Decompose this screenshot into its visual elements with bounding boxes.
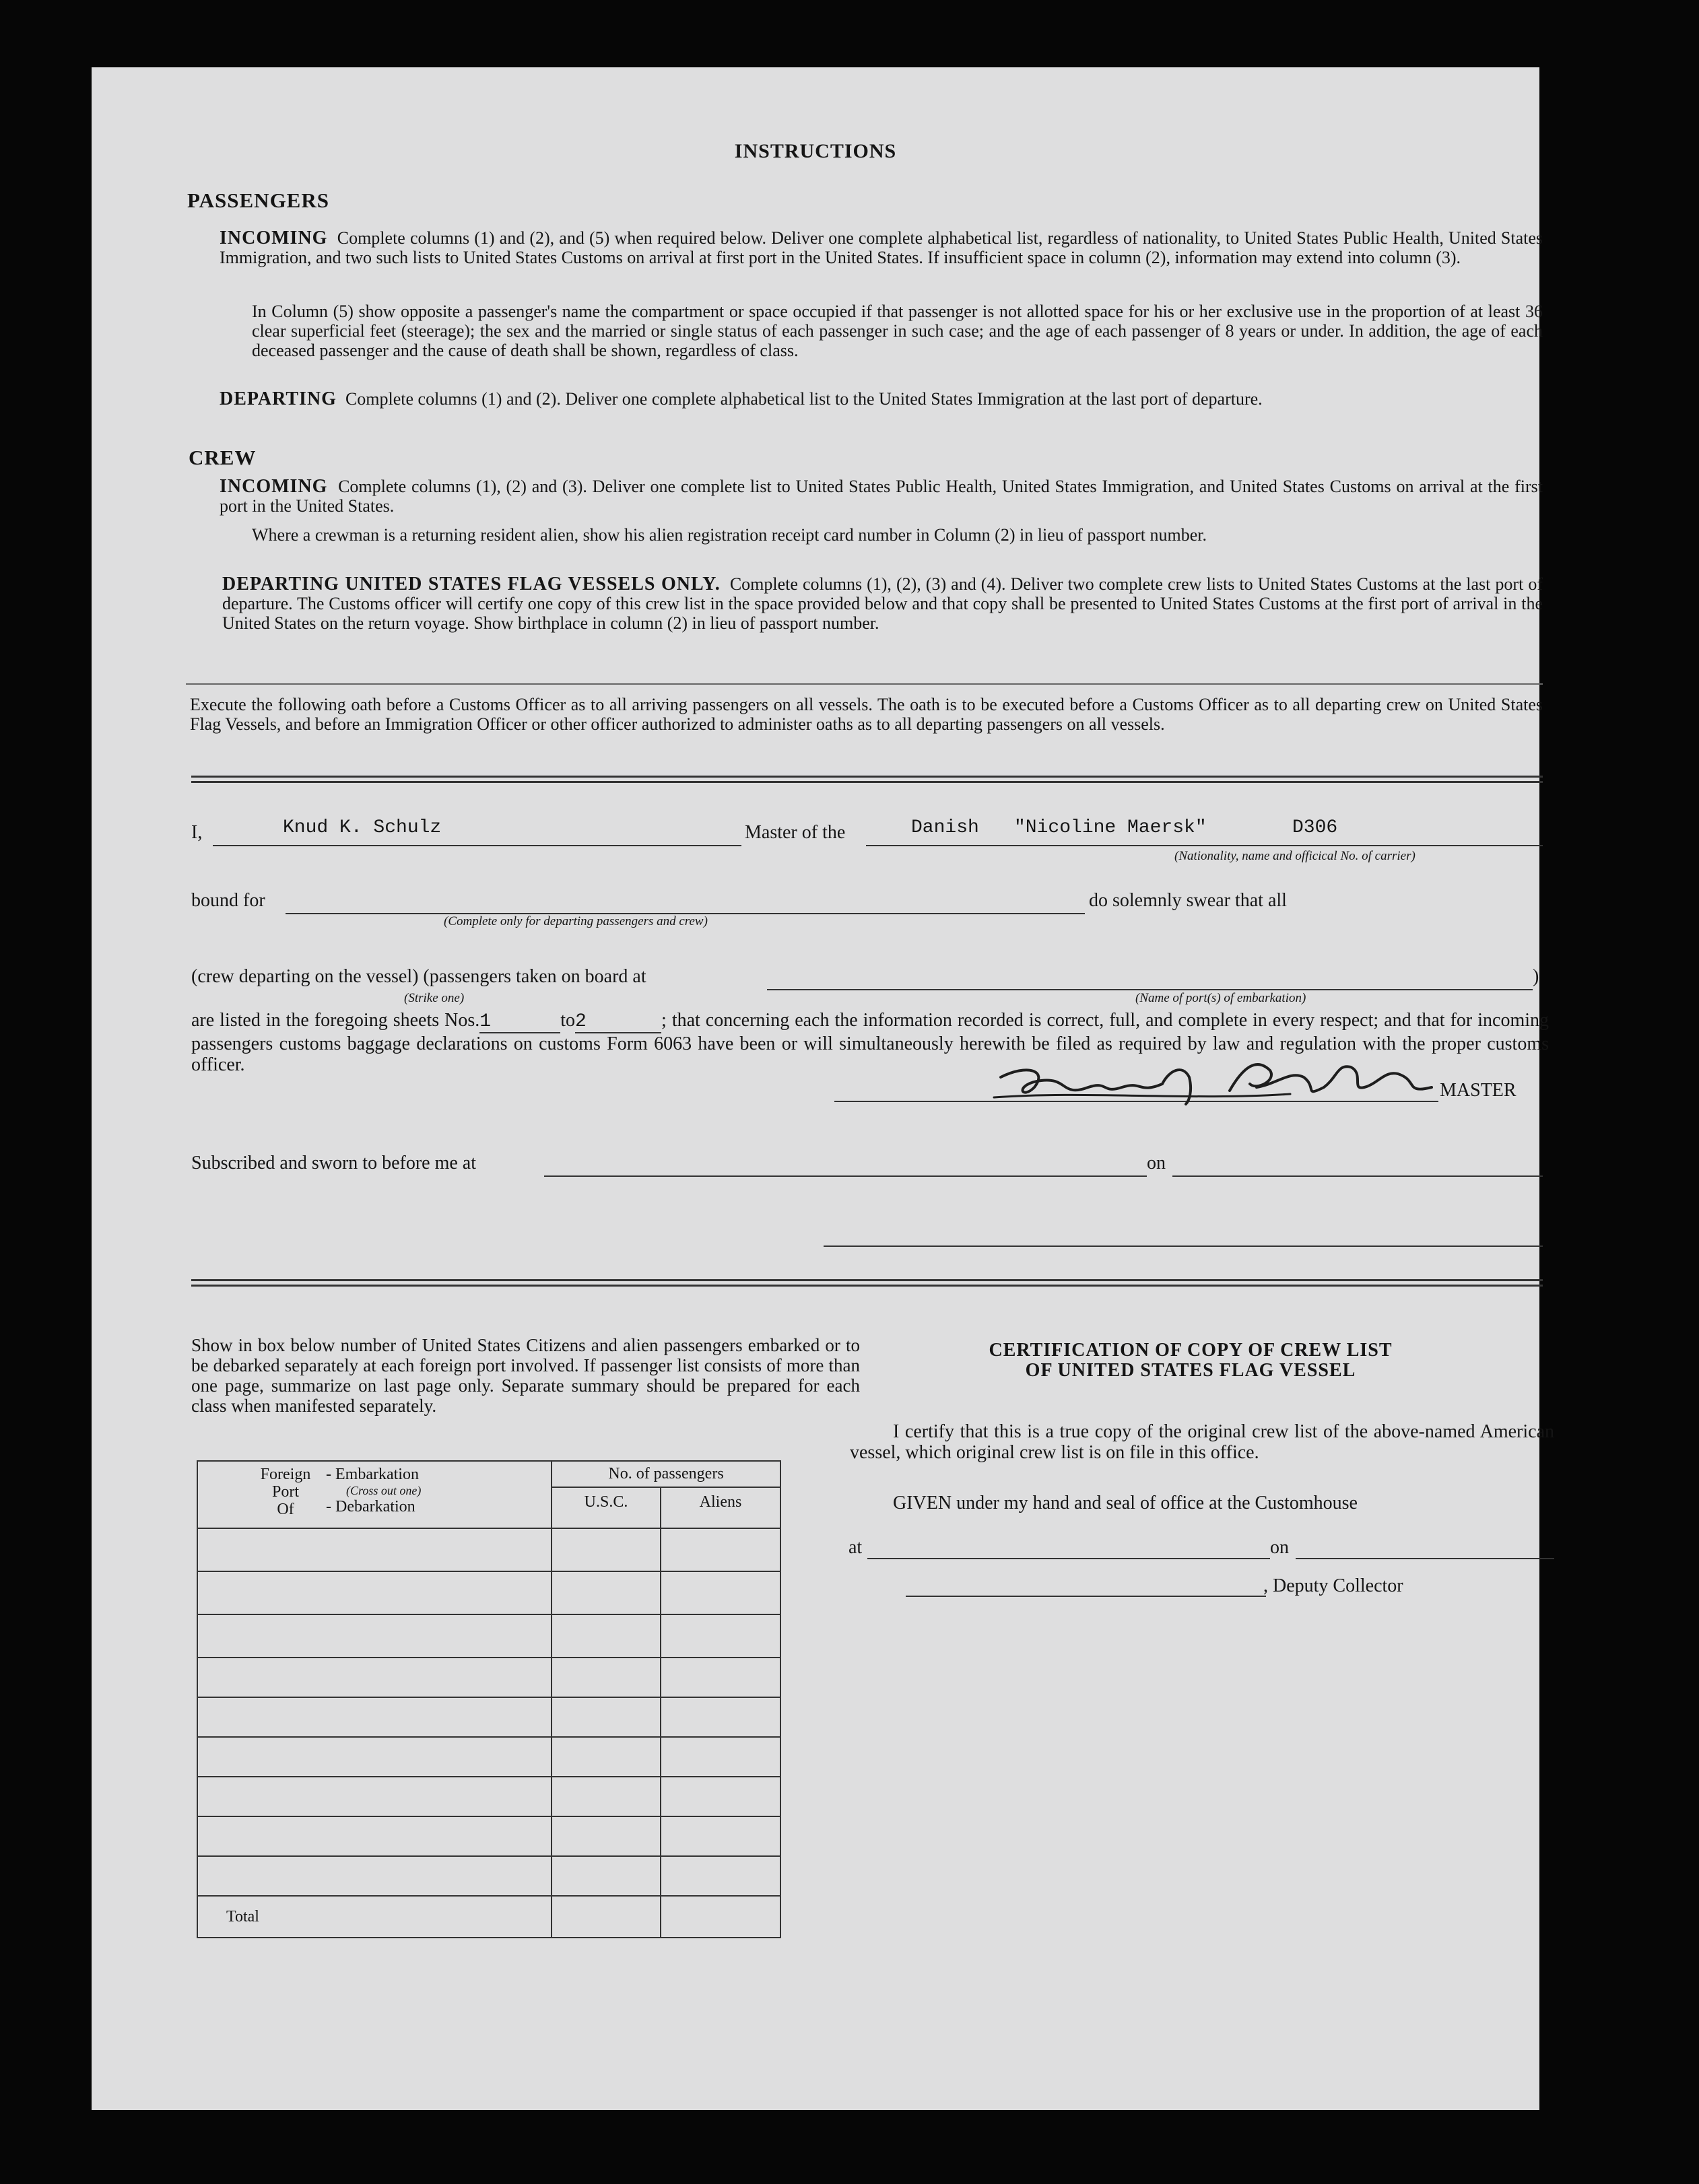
passengers-incoming-lead: INCOMING xyxy=(220,228,328,248)
vessel-name: "Nicoline Maersk" xyxy=(1014,817,1207,838)
table-row xyxy=(197,1737,780,1777)
col-cross-out-label: (Cross out one) xyxy=(346,1484,422,1497)
cert-date-line xyxy=(1296,1558,1554,1559)
passengers-incoming-text: Complete columns (1) and (2), and (5) when required below. Deliver one complete alphabetical list, regardless of nationality, to United States Public Health, United States Immigration, and two such lists to United States Customs on arrival at first port in the United States. If insufficient space in column (2), information may extend into column (3). xyxy=(220,228,1543,267)
passengers-incoming-block xyxy=(220,228,1543,267)
close-paren: ) xyxy=(1533,966,1539,987)
passengers-departing-block xyxy=(220,389,1543,409)
passenger-summary-table xyxy=(197,1460,781,1938)
certification-title-line2: OF UNITED STATES FLAG VESSEL xyxy=(1025,1360,1356,1381)
col-of-label: Of xyxy=(277,1501,294,1518)
master-signature xyxy=(987,1050,1459,1107)
sheet-to-value: 2 xyxy=(575,1011,661,1033)
cert-at-label: at xyxy=(848,1537,863,1558)
table-row xyxy=(197,1528,780,1571)
total-row xyxy=(197,1896,780,1938)
sheet-from-value: 1 xyxy=(479,1011,560,1033)
bound-for-label: bound for xyxy=(191,890,265,911)
subscribed-date-line xyxy=(1172,1175,1543,1177)
crew-incoming-lead: INCOMING xyxy=(220,476,328,497)
master-of-label: Master of the xyxy=(745,822,846,843)
certification-title-line1: CERTIFICATION OF COPY OF CREW LIST xyxy=(989,1340,1393,1361)
port-column-header xyxy=(197,1461,552,1528)
deputy-signature-line xyxy=(906,1596,1266,1597)
sheets-label: are listed in the foregoing sheets Nos. xyxy=(191,1010,480,1031)
oath-top-double-rule xyxy=(191,776,1543,783)
embarkation-port-line xyxy=(767,989,1533,990)
crew-departing-block xyxy=(222,574,1543,633)
subscribed-place-line xyxy=(544,1175,1147,1177)
certification-title xyxy=(888,1340,1494,1381)
table-row xyxy=(197,1697,780,1737)
form-page xyxy=(92,67,1554,2110)
crew-incoming-text: Complete columns (1), (2) and (3). Deliver one complete list to United States Public Health, United States Immigration, and United States Customs on arrival at the first port in the United States. xyxy=(220,477,1543,516)
given-text: GIVEN under my hand and seal of office at the Customhouse xyxy=(893,1493,1358,1513)
crew-returning-text: Where a crewman is a returning resident alien, show his alien registration receipt card number in Column (2) in lieu of passport number. xyxy=(252,525,1207,545)
subscribed-label: Subscribed and sworn to before me at xyxy=(191,1153,476,1173)
page-title: INSTRUCTIONS xyxy=(734,140,897,162)
crew-departing-text: Complete columns (1), (2), (3) and (4). Deliver two complete crew lists to United States Customs at the last port of departure. The Customs officer will certify one copy of this crew list in the space provided below and that copy shall be presented to United States Customs at the first port of arrival in the United States on the return voyage. Show birthplace in column (2) in lieu of passport number. xyxy=(222,574,1543,633)
to-label: to xyxy=(560,1010,576,1031)
subscribed-on-label: on xyxy=(1147,1153,1166,1173)
cert-on-label: on xyxy=(1270,1537,1289,1558)
cert-place-line xyxy=(867,1558,1270,1559)
passengers-departing-lead: DEPARTING xyxy=(220,388,337,409)
col-embarkation-label: - Embarkation xyxy=(326,1466,419,1483)
passengers-column5-text: In Column (5) show opposite a passenger's name the compartment or space occupied if that passenger is not allotted space for his or her exclusive use in the proportion of at least 36 clear superficial feet (steerage); the sex and the married or single status of each passenger in such case; and the age of each passenger of 8 years or under. In addition, the age of each deceased passenger and the cause of death shall be shown, regardless of class. xyxy=(252,302,1543,360)
table-row xyxy=(197,1571,780,1614)
table-row xyxy=(197,1777,780,1816)
master-name-value: Knud K. Schulz xyxy=(283,817,442,838)
col-foreign-label: Foreign xyxy=(260,1466,311,1483)
officer-signature-line xyxy=(824,1245,1543,1247)
master-label: MASTER xyxy=(1440,1080,1517,1101)
oath-i-label: I, xyxy=(191,822,203,843)
crew-departing-label: (crew departing on the vessel) (passengers taken on board at xyxy=(191,966,646,987)
vessel-caption: (Nationality, name and officical No. of carrier) xyxy=(1174,849,1415,863)
bound-for-caption: (Complete only for departing passengers and crew) xyxy=(444,914,708,928)
summary-instructions: Show in box below number of United States Citizens and alien passengers embarked or to be debarked separately at each foreign port involved. If passenger list consists of more than one page, summarize on last page only. Separate summary should be prepared for each class when manifested separately. xyxy=(191,1335,860,1416)
col-debarkation-label: - Debarkation xyxy=(326,1498,415,1515)
total-label: Total xyxy=(197,1896,552,1938)
section-divider xyxy=(186,683,1543,685)
master-name-line xyxy=(213,845,741,846)
strike-caption: (Strike one) xyxy=(404,991,465,1005)
col-port-label: Port xyxy=(271,1483,299,1501)
certify-text: I certify that this is a true copy of the original crew list of the above-named American vessel, which original crew list is on file in this office. xyxy=(850,1421,1554,1463)
table-row xyxy=(197,1614,780,1658)
crew-incoming-block xyxy=(220,477,1543,516)
oath-bottom-double-rule xyxy=(191,1279,1543,1287)
no-passengers-header: No. of passengers xyxy=(552,1461,780,1487)
passengers-heading: PASSENGERS xyxy=(187,189,329,212)
vessel-official-no: D306 xyxy=(1292,817,1338,838)
crew-departing-lead: DEPARTING UNITED STATES FLAG VESSELS ONLY. xyxy=(222,574,721,594)
usc-header: U.S.C. xyxy=(552,1487,661,1528)
passengers-departing-text: Complete columns (1) and (2). Deliver one complete alphabetical list to the United States Immigration at the last port of departure. xyxy=(345,389,1263,409)
swear-label: do solemnly swear that all xyxy=(1089,890,1287,911)
table-row xyxy=(197,1658,780,1697)
sheets-rest-text: ; that concerning each the information recorded is correct, full, and complete in every respect; and that for incoming passengers customs baggage declarations on customs Form 6063 have been or will simultaneously herewith be filed as required by law and regulation with the proper customs officer. xyxy=(191,1010,1550,1075)
crew-heading: CREW xyxy=(189,446,257,469)
vessel-nationality: Danish xyxy=(911,817,979,838)
table-row xyxy=(197,1816,780,1856)
oath-intro: Execute the following oath before a Customs Officer as to all arriving passengers on all vessels. The oath is to be executed before a Customs Officer as to all departing crew on United States Flag Vessels, and before an Immigration Officer or other officer authorized to administer oaths as to all departing passengers on all vessels. xyxy=(190,695,1543,734)
port-caption: (Name of port(s) of embarkation) xyxy=(1135,991,1306,1005)
deputy-collector-label: , Deputy Collector xyxy=(1263,1575,1403,1596)
vessel-line xyxy=(866,845,1543,846)
aliens-header: Aliens xyxy=(661,1487,780,1528)
table-row xyxy=(197,1856,780,1896)
